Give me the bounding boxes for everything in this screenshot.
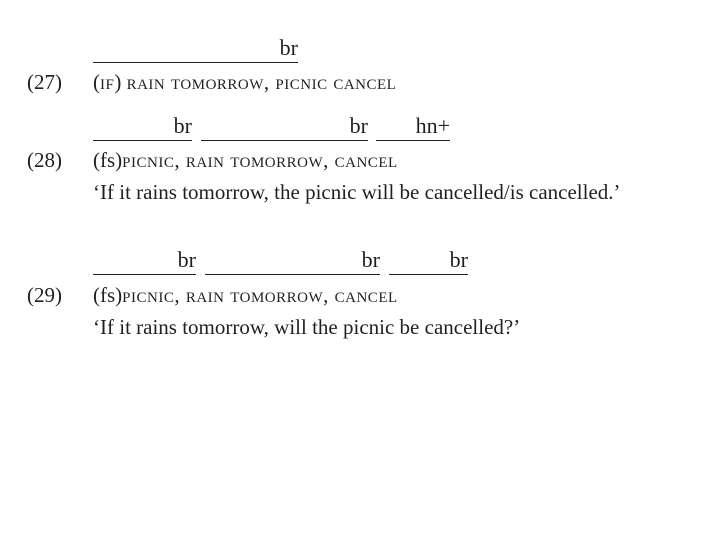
translation: ‘If it rains tomorrow, will the picnic be cancelled?’ bbox=[93, 315, 521, 339]
gloss-text: picnic, rain tomorrow, cancel bbox=[122, 283, 398, 307]
gloss-text: picnic, rain tomorrow, cancel bbox=[122, 148, 398, 172]
gloss-prefix-open: ( bbox=[93, 70, 100, 94]
gloss-prefix-close: ) bbox=[114, 70, 127, 94]
translation: ‘If it rains tomorrow, the picnic will be cancelled/is cancelled.’ bbox=[93, 180, 621, 204]
annotation-br: br bbox=[389, 250, 468, 275]
annotation-br: br bbox=[201, 116, 368, 141]
annotation-br: br bbox=[93, 250, 196, 275]
example-number: (28) bbox=[27, 148, 62, 172]
gloss-line bbox=[93, 283, 398, 308]
example-number: (27) bbox=[27, 70, 62, 94]
example-number: (29) bbox=[27, 283, 62, 307]
gloss-prefix: (fs) bbox=[93, 283, 123, 307]
gloss-line bbox=[93, 148, 398, 173]
annotation-br: br bbox=[93, 38, 298, 63]
annotation-hn: hn+ bbox=[376, 116, 450, 141]
annotation-br: br bbox=[93, 116, 192, 141]
annotation-br: br bbox=[205, 250, 380, 275]
gloss-prefix-if: if bbox=[100, 70, 115, 94]
gloss-text: rain tomorrow, picnic cancel bbox=[126, 70, 397, 94]
gloss-line bbox=[93, 70, 396, 95]
gloss-prefix: (fs) bbox=[93, 148, 123, 172]
